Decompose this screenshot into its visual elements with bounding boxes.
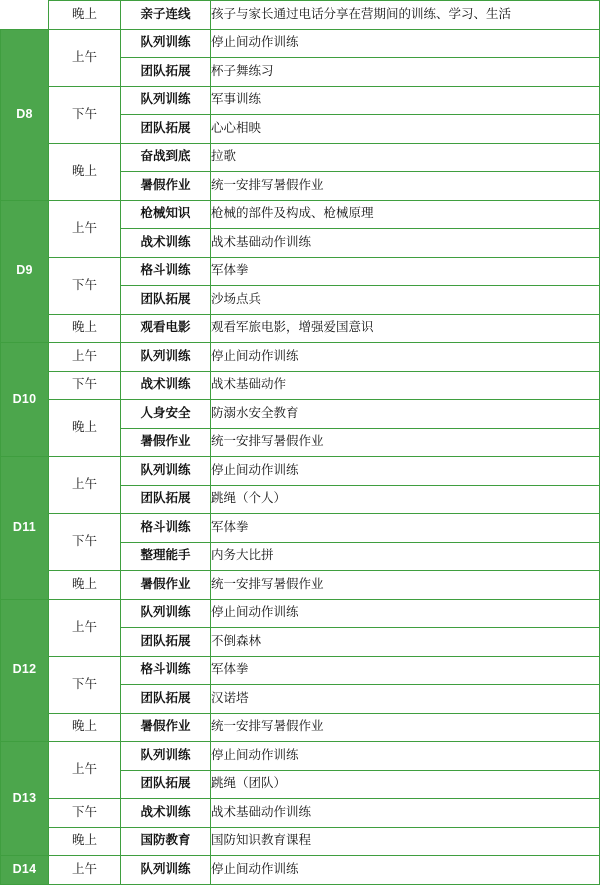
topic-cell: 团队拓展 xyxy=(121,770,211,799)
detail-cell: 跳绳（个人） xyxy=(211,485,600,514)
period-cell: 上午 xyxy=(49,343,121,372)
detail-cell: 军体拳 xyxy=(211,656,600,685)
detail-cell: 统一安排写暑假作业 xyxy=(211,172,600,201)
table-row xyxy=(1,1,600,30)
detail-cell: 内务大比拼 xyxy=(211,542,600,571)
topic-cell: 队列训练 xyxy=(121,742,211,771)
topic-cell: 格斗训练 xyxy=(121,656,211,685)
detail-cell: 军事训练 xyxy=(211,86,600,115)
table-row xyxy=(1,799,600,828)
period-cell: 下午 xyxy=(49,514,121,571)
table-row xyxy=(1,143,600,172)
period-cell: 下午 xyxy=(49,86,121,143)
detail-cell: 停止间动作训练 xyxy=(211,856,600,885)
table-row xyxy=(1,856,600,885)
detail-cell: 停止间动作训练 xyxy=(211,29,600,58)
topic-cell: 团队拓展 xyxy=(121,685,211,714)
topic-cell: 国防教育 xyxy=(121,827,211,856)
detail-cell: 统一安排写暑假作业 xyxy=(211,428,600,457)
topic-cell: 队列训练 xyxy=(121,599,211,628)
period-cell: 晚上 xyxy=(49,713,121,742)
period-cell: 晚上 xyxy=(49,400,121,457)
topic-cell: 团队拓展 xyxy=(121,286,211,315)
detail-cell: 观看军旅电影，增强爱国意识 xyxy=(211,314,600,343)
day-cell: D10 xyxy=(1,343,49,457)
period-cell: 上午 xyxy=(49,457,121,514)
period-cell: 晚上 xyxy=(49,314,121,343)
day-cell: D8 xyxy=(1,29,49,200)
table-row xyxy=(1,86,600,115)
topic-cell: 暑假作业 xyxy=(121,571,211,600)
detail-cell: 防溺水安全教育 xyxy=(211,400,600,429)
topic-cell: 队列训练 xyxy=(121,457,211,486)
detail-cell: 停止间动作训练 xyxy=(211,457,600,486)
table-row xyxy=(1,571,600,600)
period-cell: 下午 xyxy=(49,257,121,314)
detail-cell: 杯子舞练习 xyxy=(211,58,600,87)
table-row xyxy=(1,656,600,685)
table-row xyxy=(1,827,600,856)
topic-cell: 团队拓展 xyxy=(121,58,211,87)
period-cell: 晚上 xyxy=(49,1,121,30)
detail-cell: 跳绳（团队） xyxy=(211,770,600,799)
detail-cell: 停止间动作训练 xyxy=(211,599,600,628)
detail-cell: 战术基础动作训练 xyxy=(211,799,600,828)
day-cell: D13 xyxy=(1,742,49,856)
detail-cell: 军体拳 xyxy=(211,514,600,543)
detail-cell: 不倒森林 xyxy=(211,628,600,657)
detail-cell: 孩子与家长通过电话分享在营期间的训练、学习、生活 xyxy=(211,1,600,30)
topic-cell: 观看电影 xyxy=(121,314,211,343)
detail-cell: 战术基础动作 xyxy=(211,371,600,400)
topic-cell: 格斗训练 xyxy=(121,257,211,286)
table-row xyxy=(1,371,600,400)
detail-cell: 拉歌 xyxy=(211,143,600,172)
detail-cell: 沙场点兵 xyxy=(211,286,600,315)
detail-cell: 枪械的部件及构成、枪械原理 xyxy=(211,200,600,229)
period-cell: 晚上 xyxy=(49,143,121,200)
table-row xyxy=(1,713,600,742)
topic-cell: 整理能手 xyxy=(121,542,211,571)
table-row xyxy=(1,200,600,229)
detail-cell: 停止间动作训练 xyxy=(211,742,600,771)
period-cell: 上午 xyxy=(49,29,121,86)
topic-cell: 团队拓展 xyxy=(121,115,211,144)
period-cell: 下午 xyxy=(49,656,121,713)
period-cell: 晚上 xyxy=(49,571,121,600)
topic-cell: 暑假作业 xyxy=(121,713,211,742)
table-row xyxy=(1,29,600,58)
day-cell: D9 xyxy=(1,200,49,343)
table-row xyxy=(1,599,600,628)
topic-cell: 团队拓展 xyxy=(121,485,211,514)
detail-cell: 统一安排写暑假作业 xyxy=(211,713,600,742)
period-cell: 下午 xyxy=(49,371,121,400)
table-row xyxy=(1,314,600,343)
period-cell: 下午 xyxy=(49,799,121,828)
table-row xyxy=(1,742,600,771)
detail-cell: 战术基础动作训练 xyxy=(211,229,600,258)
topic-cell: 队列训练 xyxy=(121,343,211,372)
detail-cell: 军体拳 xyxy=(211,257,600,286)
detail-cell: 统一安排写暑假作业 xyxy=(211,571,600,600)
period-cell: 上午 xyxy=(49,599,121,656)
period-cell: 上午 xyxy=(49,200,121,257)
period-cell: 上午 xyxy=(49,742,121,799)
period-cell: 上午 xyxy=(49,856,121,885)
period-cell: 晚上 xyxy=(49,827,121,856)
topic-cell: 人身安全 xyxy=(121,400,211,429)
detail-cell: 心心相映 xyxy=(211,115,600,144)
day-cell: D14 xyxy=(1,856,49,885)
topic-cell: 亲子连线 xyxy=(121,1,211,30)
topic-cell: 战术训练 xyxy=(121,229,211,258)
topic-cell: 暑假作业 xyxy=(121,172,211,201)
topic-cell: 队列训练 xyxy=(121,29,211,58)
topic-cell: 暑假作业 xyxy=(121,428,211,457)
detail-cell: 停止间动作训练 xyxy=(211,343,600,372)
day-cell: D11 xyxy=(1,457,49,600)
topic-cell: 队列训练 xyxy=(121,856,211,885)
day-cell: D12 xyxy=(1,599,49,742)
topic-cell: 奋战到底 xyxy=(121,143,211,172)
detail-cell: 汉诺塔 xyxy=(211,685,600,714)
topic-cell: 战术训练 xyxy=(121,371,211,400)
topic-cell: 队列训练 xyxy=(121,86,211,115)
topic-cell: 枪械知识 xyxy=(121,200,211,229)
topic-cell: 格斗训练 xyxy=(121,514,211,543)
table-row xyxy=(1,257,600,286)
table-row xyxy=(1,400,600,429)
topic-cell: 战术训练 xyxy=(121,799,211,828)
table-row xyxy=(1,343,600,372)
table-row xyxy=(1,457,600,486)
schedule-table-body xyxy=(1,1,600,885)
table-row xyxy=(1,514,600,543)
day-cell-empty xyxy=(1,1,49,30)
topic-cell: 团队拓展 xyxy=(121,628,211,657)
detail-cell: 国防知识教育课程 xyxy=(211,827,600,856)
